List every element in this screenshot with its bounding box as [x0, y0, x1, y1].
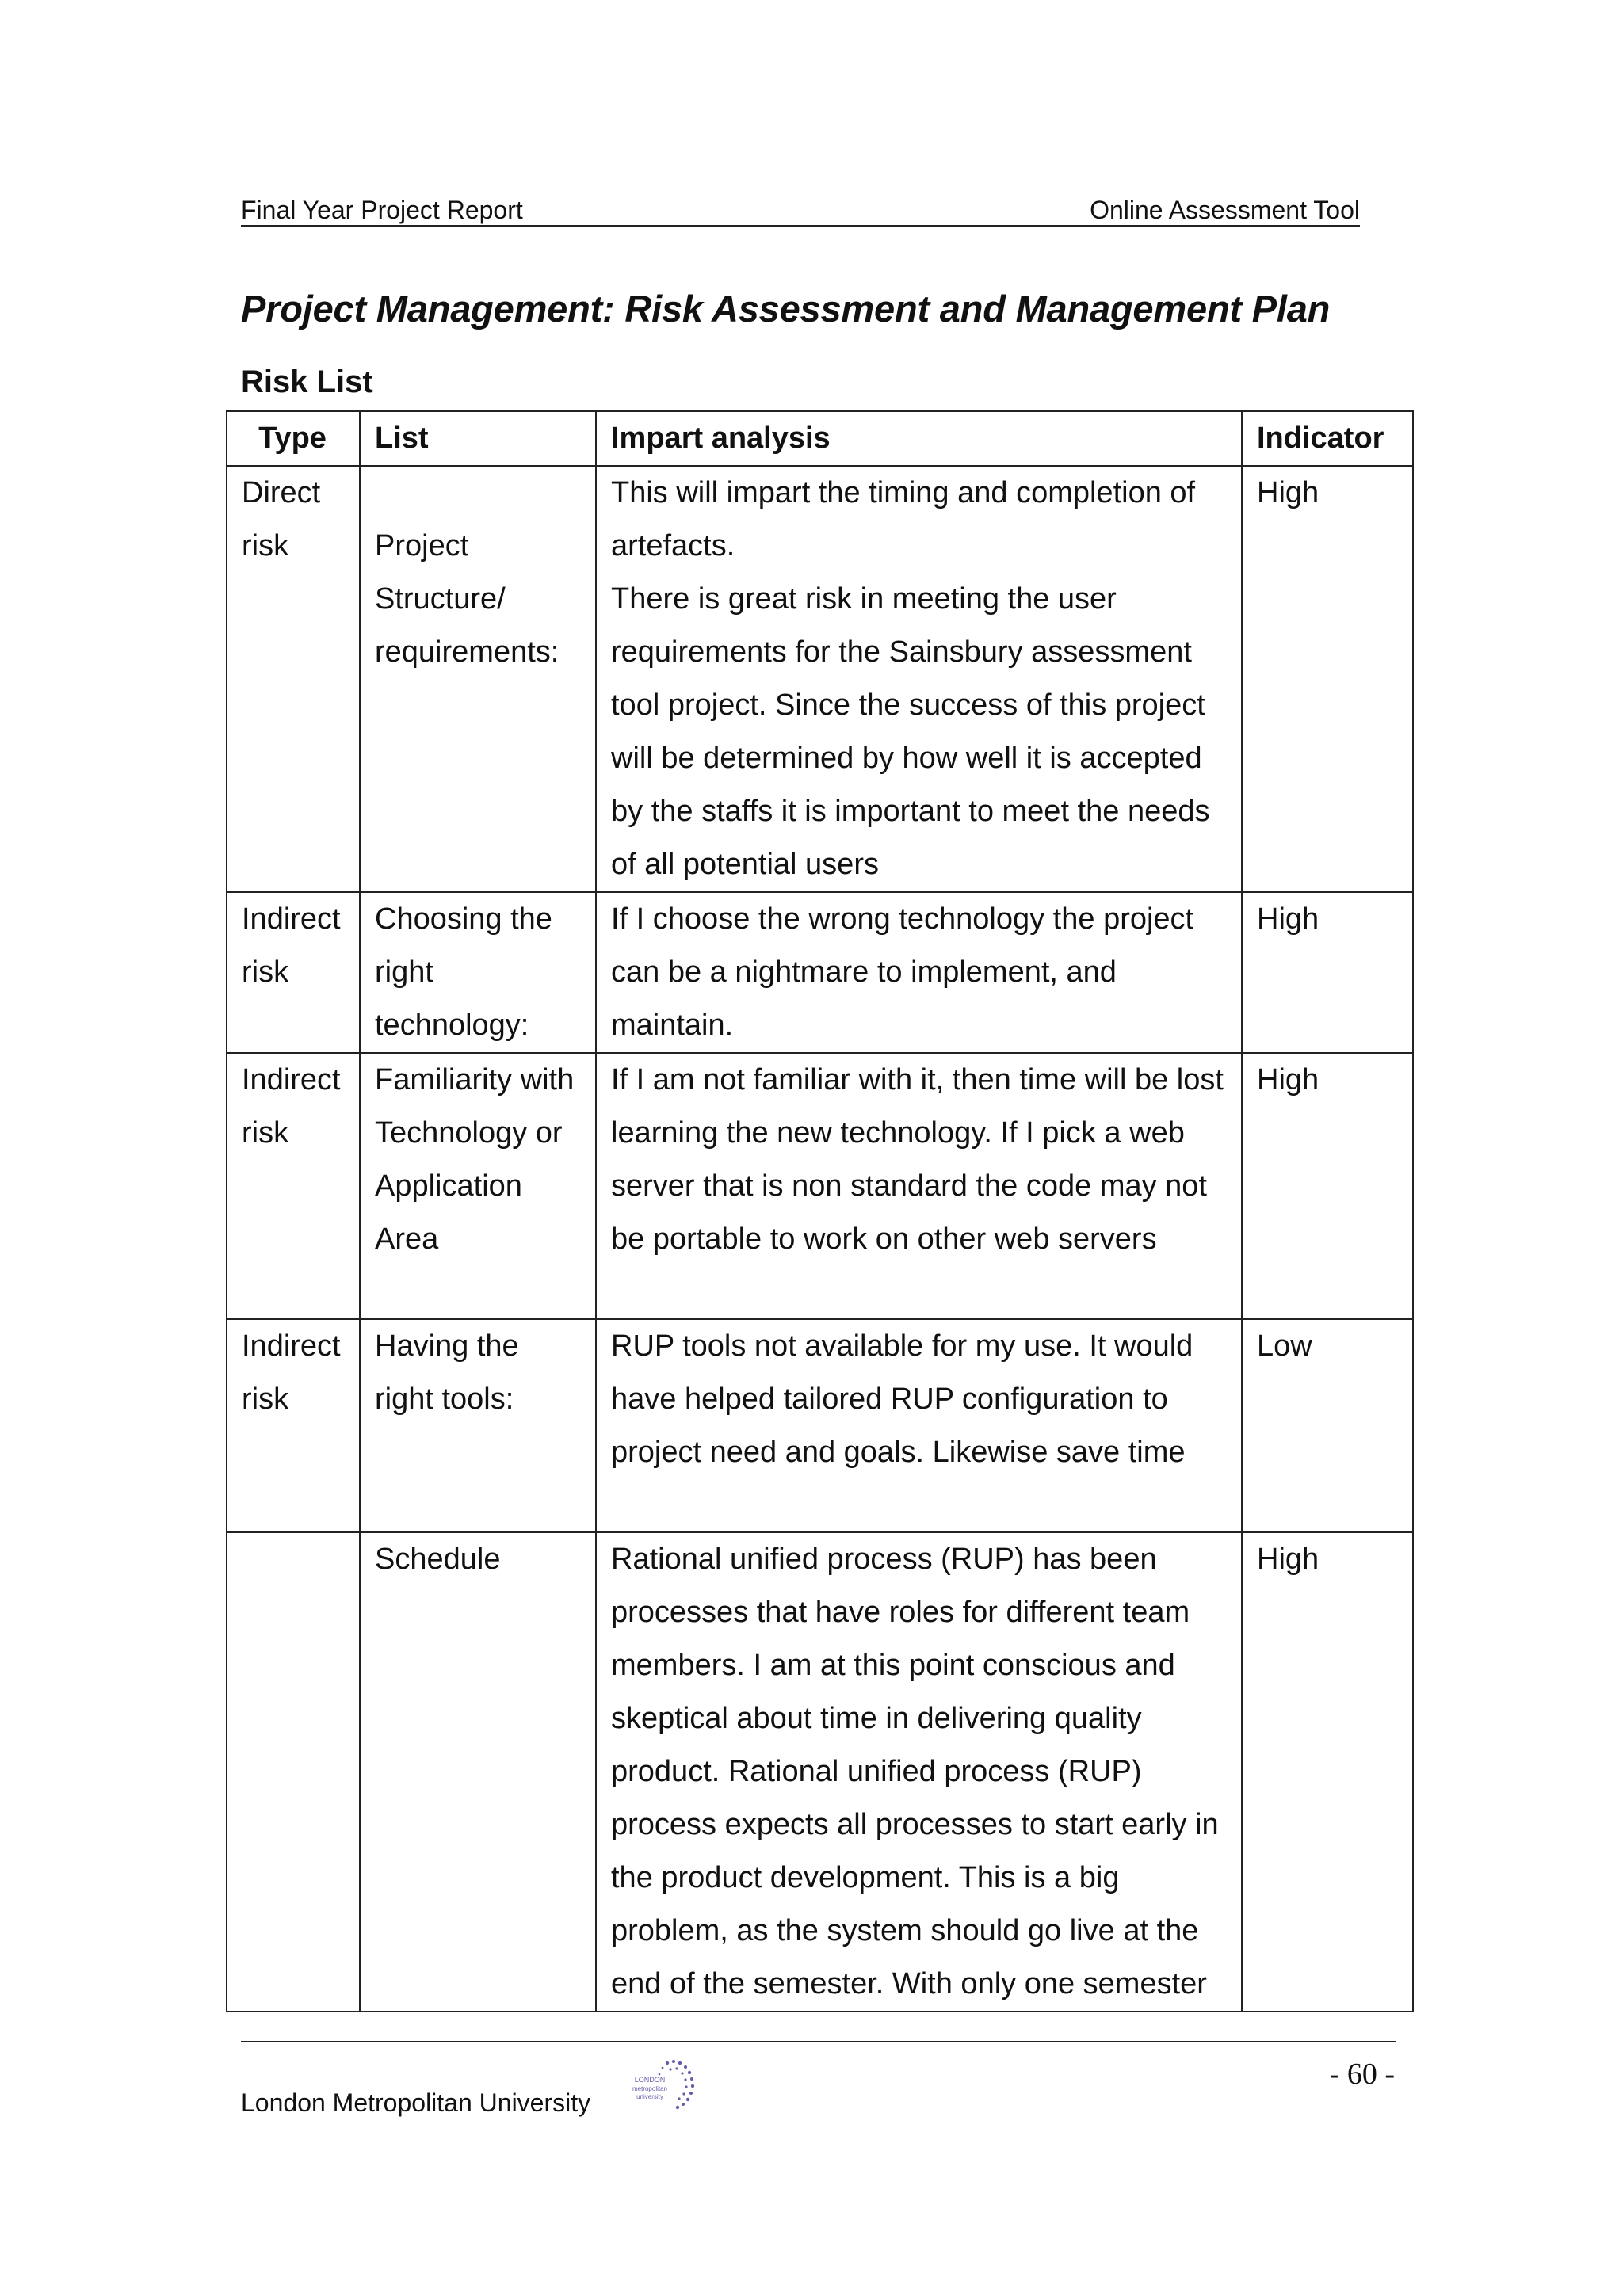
- cell-list: Schedule: [360, 1532, 596, 2012]
- section-subtitle: Risk List: [241, 364, 373, 399]
- cell-list-text: Project Structure/ requirements:: [375, 529, 559, 669]
- column-header-analysis: Impart analysis: [596, 411, 1242, 466]
- cell-analysis-text-2: There is great risk in meeting the user requirements for the Sainsbury assessment tool project. Since the success of this project will be determined by how well it is accepted by the staffs it is important to meet the needs of all potential users: [611, 582, 1210, 881]
- cell-analysis: If I am not familiar with it, then time will be lost learning the new technology. If I pick a web server that is non standard the code may not be portable to work on other web servers: [596, 1053, 1242, 1319]
- page-title: Project Management: Risk Assessment and Management Plan: [241, 288, 1331, 330]
- logo-text-london: LONDON: [634, 2076, 666, 2084]
- university-logo: [610, 2058, 699, 2114]
- cell-list: Choosing the right technology:: [360, 892, 596, 1053]
- column-header-list: List: [360, 411, 596, 466]
- table-row: [227, 892, 1413, 1053]
- cell-list: Having the right tools:: [360, 1319, 596, 1532]
- table-row: [227, 466, 1413, 892]
- cell-type: Indirect risk: [227, 892, 360, 1053]
- cell-indicator: Low: [1242, 1319, 1413, 1532]
- footer-rule: [241, 2041, 1396, 2042]
- logo-text-university: university: [636, 2093, 663, 2100]
- cell-indicator: High: [1242, 466, 1413, 892]
- page-header: [241, 195, 1360, 227]
- logo-text-metropolitan: metropolitan: [632, 2085, 668, 2092]
- column-header-type: Type: [227, 411, 360, 466]
- cell-type: Indirect risk: [227, 1319, 360, 1532]
- column-header-indicator: Indicator: [1242, 411, 1413, 466]
- cell-type: Direct risk: [227, 466, 360, 892]
- table-row: [227, 1532, 1413, 2012]
- cell-analysis: RUP tools not available for my use. It would have helped tailored RUP configuration to project need and goals. Likewise save time: [596, 1319, 1242, 1532]
- cell-indicator: High: [1242, 1053, 1413, 1319]
- table-row: [227, 1053, 1413, 1319]
- cell-analysis: If I choose the wrong technology the project can be a nightmare to implement, and maintain.: [596, 892, 1242, 1053]
- table-header-row: [227, 411, 1413, 466]
- cell-indicator: High: [1242, 892, 1413, 1053]
- header-left-text: Final Year Project Report: [241, 196, 523, 224]
- cell-list: [360, 466, 596, 892]
- cell-indicator: High: [1242, 1532, 1413, 2012]
- cell-type: Indirect risk: [227, 1053, 360, 1319]
- cell-analysis-text: This will impart the timing and completion of artefacts.: [611, 476, 1196, 563]
- header-right-text: Online Assessment Tool: [1090, 196, 1360, 224]
- risk-table: [226, 410, 1414, 2012]
- cell-analysis: Rational unified process (RUP) has been processes that have roles for different team members. I am at this point conscious and skeptical about time in delivering quality product. Rational unified process (RUP) process expects all processes to start early in the product development. This is a big problem, as the system should go live at the end of the semester. With only one semester: [596, 1532, 1242, 2012]
- page-number: - 60 -: [1329, 2058, 1395, 2091]
- cell-analysis: [596, 466, 1242, 892]
- footer-university: London Metropolitan University: [241, 2088, 591, 2117]
- table-row: [227, 1319, 1413, 1532]
- cell-type: [227, 1532, 360, 2012]
- cell-list: Familiarity with Technology or Application Area: [360, 1053, 596, 1319]
